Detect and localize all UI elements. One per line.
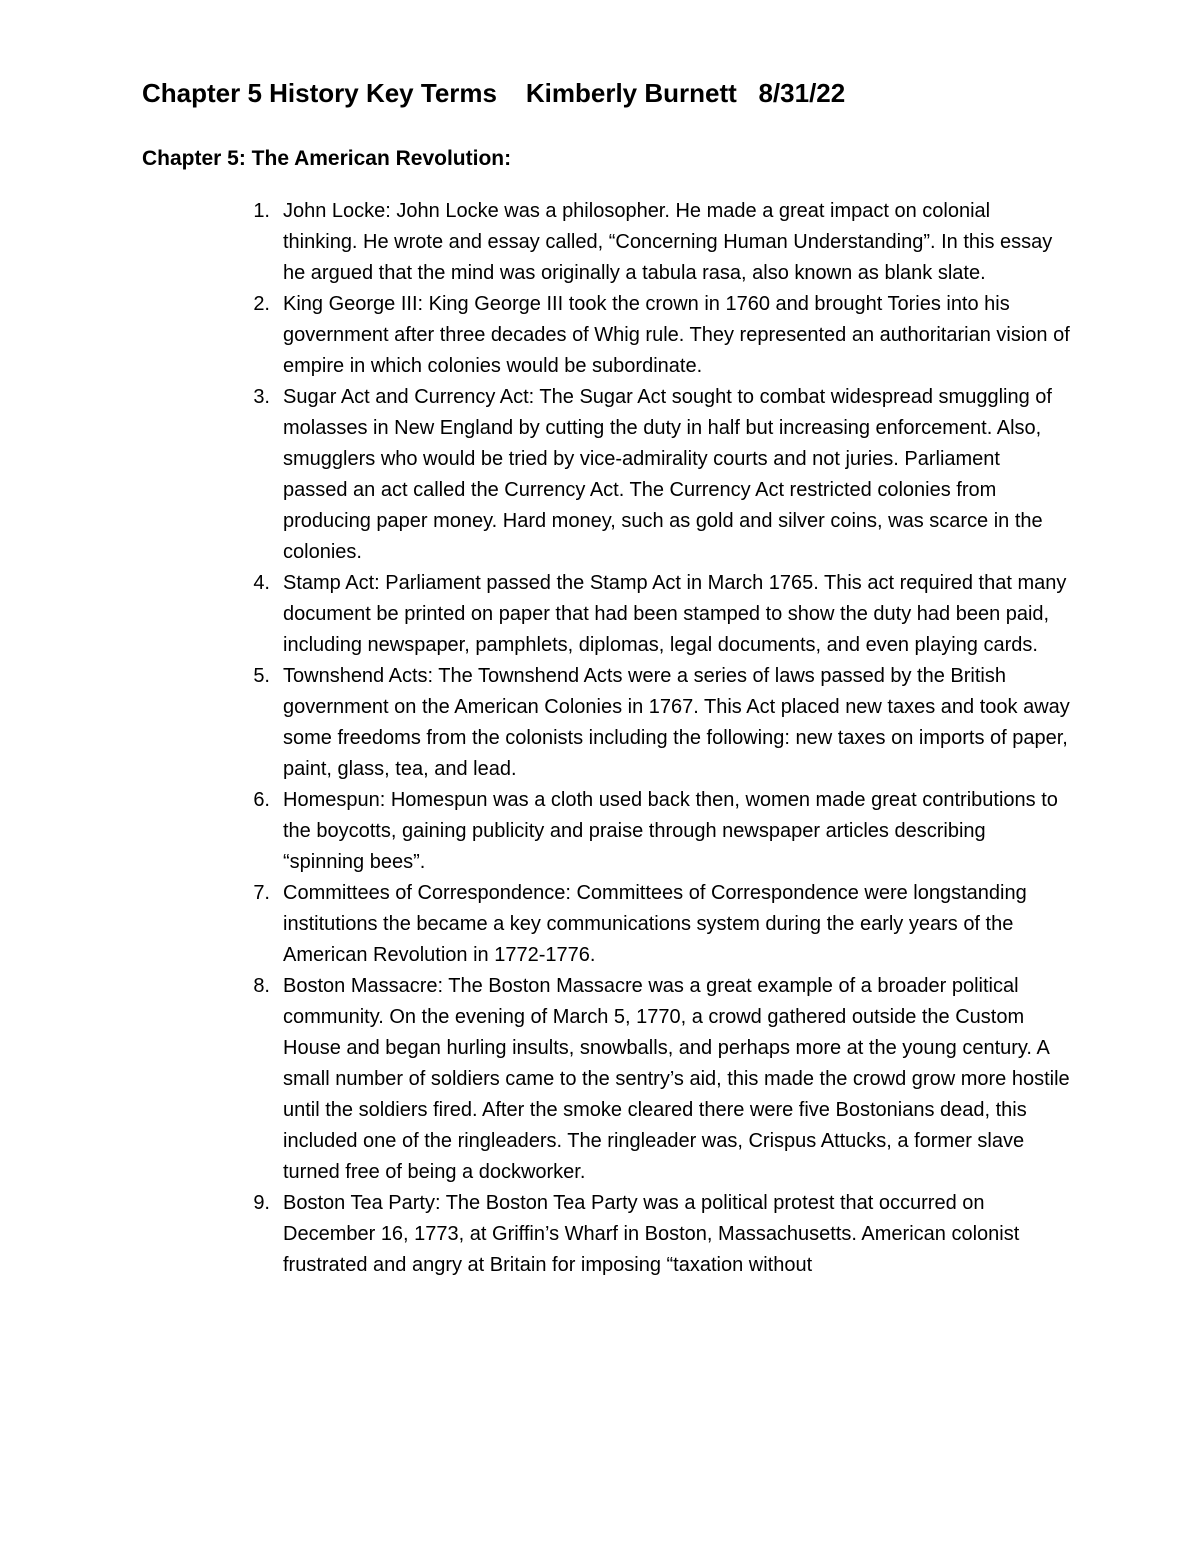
term-text: Townshend Acts: The Townshend Acts were a series of laws passed by the British government on the American Colonies in 1767. This Act placed new taxes and took away some freedoms from the colonists including the following: new taxes on imports of paper, paint, glass, tea, and lead. — [283, 665, 1070, 780]
list-item — [240, 289, 1070, 382]
list-item — [240, 971, 1070, 1188]
list-number: 9. — [253, 1192, 270, 1214]
list-number: 6. — [253, 789, 270, 811]
list-number: 8. — [253, 975, 270, 997]
term-text: Homespun: Homespun was a cloth used back then, women made great contributions to the boycotts, gaining publicity and praise through newspaper articles describing “spinning bees”. — [283, 789, 1058, 873]
list-item — [240, 878, 1070, 971]
term-text: Boston Massacre: The Boston Massacre was a great example of a broader political community. On the evening of March 5, 1770, a crowd gathered outside the Custom House and began hurling insults, snowballs, and perhaps more at the young century. A small number of soldiers came to the sentry’s aid, this made the crowd grow more hostile until the soldiers fired. After the smoke cleared there were five Bostonians dead, this included one of the ringleaders. The ringleader was, Crispus Attucks, a former slave turned free of being a dockworker. — [283, 975, 1070, 1183]
list-number: 7. — [253, 882, 270, 904]
term-text: Committees of Correspondence: Committees of Correspondence were longstanding institutions the became a key communications system during the early years of the American Revolution in 1772-1776. — [283, 882, 1027, 966]
list-item — [240, 661, 1070, 785]
term-text: Boston Tea Party: The Boston Tea Party was a political protest that occurred on December 16, 1773, at Griffin’s Wharf in Boston, Massachusetts. American colonist frustrated and angry at Britain for imposing “taxation without — [283, 1192, 1020, 1276]
list-number: 3. — [253, 386, 270, 408]
list-item — [240, 382, 1070, 568]
term-text: Sugar Act and Currency Act: The Sugar Act sought to combat widespread smuggling of molasses in New England by cutting the duty in half but increasing enforcement. Also, smugglers who would be tried by vice-admirality courts and not juries. Parliament passed an act called the Currency Act. The Currency Act restricted colonies from producing paper money. Hard money, such as gold and silver coins, was scarce in the colonies. — [283, 386, 1052, 563]
list-number: 2. — [253, 293, 270, 315]
document-title: Chapter 5 History Key Terms Kimberly Burnett 8/31/22 — [142, 78, 846, 108]
term-text: King George III: King George III took the crown in 1760 and brought Tories into his government after three decades of Whig rule. They represented an authoritarian vision of empire in which colonies would be subordinate. — [283, 293, 1070, 377]
list-item — [240, 1188, 1070, 1281]
term-text: Stamp Act: Parliament passed the Stamp Act in March 1765. This act required that many document be printed on paper that had been stamped to show the duty had been paid, including newspaper, pamphlets, diplomas, legal documents, and even playing cards. — [283, 572, 1067, 656]
list-item — [240, 196, 1070, 289]
key-terms-list — [240, 196, 1070, 1281]
list-number: 5. — [253, 665, 270, 687]
list-number: 1. — [253, 200, 270, 222]
list-item — [240, 785, 1070, 878]
term-text: John Locke: John Locke was a philosopher. He made a great impact on colonial thinking. He wrote and essay called, “Concerning Human Understanding”. In this essay he argued that the mind was originally a tabula rasa, also known as blank slate. — [283, 200, 1053, 284]
list-number: 4. — [253, 572, 270, 594]
list-item — [240, 568, 1070, 661]
section-heading: Chapter 5: The American Revolution: — [142, 147, 512, 170]
